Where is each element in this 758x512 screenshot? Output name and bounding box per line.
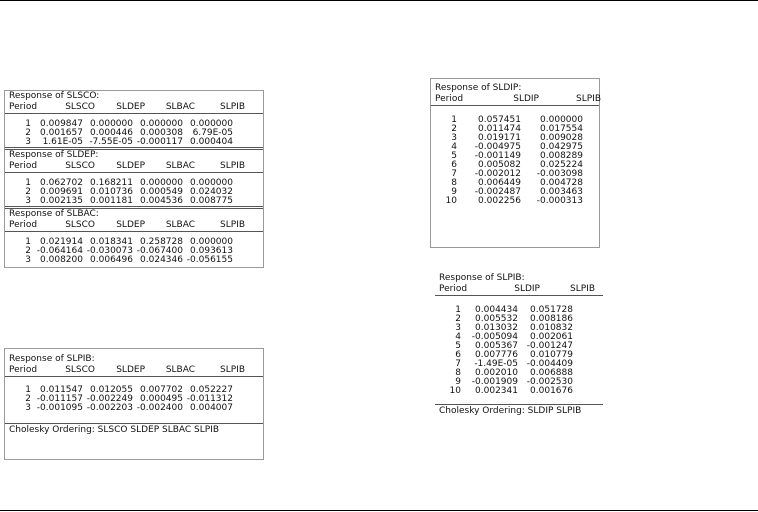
col-header: SLPIB bbox=[220, 220, 245, 230]
period-header: Period bbox=[9, 161, 38, 171]
value-cell: -0.002203 bbox=[86, 403, 133, 413]
value-cell: 0.024346 bbox=[140, 255, 183, 265]
period-cell: 2 bbox=[25, 128, 31, 138]
value-cell: 0.057451 bbox=[478, 115, 521, 125]
top-rule bbox=[0, 0, 758, 1]
value-cell: 0.002341 bbox=[475, 386, 518, 396]
value-cell: 0.000000 bbox=[140, 178, 183, 188]
value-cell: 0.008289 bbox=[540, 151, 583, 161]
value-cell: 0.000000 bbox=[190, 119, 233, 129]
value-cell: 0.010736 bbox=[90, 187, 133, 197]
value-cell: -0.002487 bbox=[474, 187, 521, 197]
col-header: SLPIB bbox=[576, 94, 601, 104]
value-cell: 0.012055 bbox=[90, 385, 133, 395]
period-cell: 10 bbox=[445, 196, 457, 206]
period-cell: 6 bbox=[451, 160, 457, 170]
value-cell: -0.011312 bbox=[186, 394, 233, 404]
value-cell: 0.003463 bbox=[540, 187, 583, 197]
value-cell: 0.006888 bbox=[530, 368, 573, 378]
impulse-response-panel-d bbox=[434, 272, 604, 440]
value-cell: 0.000495 bbox=[140, 394, 183, 404]
value-cell: 0.001181 bbox=[90, 196, 133, 206]
column-header-row bbox=[5, 220, 263, 232]
value-cell: 0.002135 bbox=[40, 196, 83, 206]
value-cell: 0.011474 bbox=[478, 124, 521, 134]
period-cell: 6 bbox=[455, 350, 461, 360]
impulse-response-panel-b bbox=[4, 348, 264, 460]
column-header-row bbox=[435, 284, 603, 296]
value-cell: 0.009028 bbox=[540, 133, 583, 143]
block-title: Response of SLSCO: bbox=[9, 91, 100, 101]
period-cell: 1 bbox=[455, 305, 461, 315]
period-cell: 10 bbox=[449, 386, 461, 396]
period-cell: 4 bbox=[455, 332, 461, 342]
col-header: SLPIB bbox=[220, 161, 245, 171]
value-cell: -0.067400 bbox=[136, 246, 183, 256]
value-cell: 0.025224 bbox=[540, 160, 583, 170]
block-title: Response of SLDEP: bbox=[9, 150, 99, 160]
col-header: SLSCO bbox=[65, 102, 95, 112]
col-header: SLDEP bbox=[116, 220, 145, 230]
value-cell: 0.024032 bbox=[190, 187, 233, 197]
value-cell: -0.000117 bbox=[136, 137, 183, 147]
impulse-response-panel-a bbox=[4, 90, 264, 268]
value-cell: 0.004434 bbox=[475, 305, 518, 315]
response-block bbox=[5, 206, 263, 265]
period-cell: 2 bbox=[25, 394, 31, 404]
table-row bbox=[5, 256, 263, 265]
table-row bbox=[5, 197, 263, 206]
value-cell: 0.005367 bbox=[475, 341, 518, 351]
period-cell: 2 bbox=[451, 124, 457, 134]
value-cell: -7.55E-05 bbox=[89, 137, 133, 147]
col-header: SLBAC bbox=[165, 102, 195, 112]
period-cell: 3 bbox=[25, 255, 31, 265]
value-cell: 0.008775 bbox=[190, 196, 233, 206]
value-cell: 0.007702 bbox=[140, 385, 183, 395]
value-cell: 0.006496 bbox=[90, 255, 133, 265]
value-cell: -0.002400 bbox=[136, 403, 183, 413]
response-block bbox=[5, 147, 263, 206]
col-header: SLPIB bbox=[220, 365, 245, 375]
value-cell: 0.018341 bbox=[90, 237, 133, 247]
value-cell: -1.49E-05 bbox=[474, 359, 518, 369]
period-cell: 1 bbox=[25, 178, 31, 188]
period-cell: 3 bbox=[25, 137, 31, 147]
value-cell: 0.000000 bbox=[90, 119, 133, 129]
value-cell: -0.004409 bbox=[526, 359, 573, 369]
value-cell: 0.005532 bbox=[475, 314, 518, 324]
value-cell: 0.008186 bbox=[530, 314, 573, 324]
period-header: Period bbox=[435, 94, 464, 104]
column-header-row bbox=[5, 161, 263, 173]
value-cell: 0.000000 bbox=[540, 115, 583, 125]
col-header: SLDIP bbox=[513, 94, 539, 104]
period-cell: 9 bbox=[455, 377, 461, 387]
period-header: Period bbox=[9, 365, 38, 375]
period-cell: 2 bbox=[455, 314, 461, 324]
value-cell: 0.007776 bbox=[475, 350, 518, 360]
col-header: SLDIP bbox=[514, 284, 540, 294]
value-cell: 0.017554 bbox=[540, 124, 583, 134]
value-cell: 0.000000 bbox=[140, 119, 183, 129]
block-title: Response of SLDIP: bbox=[435, 83, 522, 93]
value-cell: 0.002256 bbox=[478, 196, 521, 206]
value-cell: 0.004728 bbox=[540, 178, 583, 188]
column-header-row bbox=[431, 94, 599, 106]
period-cell: 1 bbox=[25, 237, 31, 247]
col-header: SLBAC bbox=[165, 220, 195, 230]
value-cell: 0.001676 bbox=[530, 386, 573, 396]
table-row bbox=[5, 138, 263, 147]
table-row bbox=[5, 404, 263, 413]
value-cell: 0.258728 bbox=[140, 237, 183, 247]
value-cell: 0.042975 bbox=[540, 142, 583, 152]
value-cell: -0.002530 bbox=[526, 377, 573, 387]
col-header: SLDEP bbox=[116, 365, 145, 375]
value-cell: 0.001657 bbox=[40, 128, 83, 138]
value-cell: 0.021914 bbox=[40, 237, 83, 247]
value-cell: -0.002012 bbox=[474, 169, 521, 179]
period-cell: 7 bbox=[451, 169, 457, 179]
value-cell: 0.010779 bbox=[530, 350, 573, 360]
value-cell: 0.009847 bbox=[40, 119, 83, 129]
value-cell: 0.002061 bbox=[530, 332, 573, 342]
period-cell: 5 bbox=[451, 151, 457, 161]
block-title: Response of SLPIB: bbox=[439, 273, 525, 283]
col-header: SLPIB bbox=[570, 284, 595, 294]
period-cell: 3 bbox=[25, 196, 31, 206]
value-cell: 0.000000 bbox=[190, 237, 233, 247]
period-cell: 1 bbox=[25, 119, 31, 129]
value-cell: -0.030073 bbox=[86, 246, 133, 256]
value-cell: -0.005094 bbox=[471, 332, 518, 342]
col-header: SLBAC bbox=[165, 365, 195, 375]
col-header: SLSCO bbox=[65, 220, 95, 230]
bottom-rule bbox=[0, 510, 758, 511]
value-cell: 0.000000 bbox=[190, 178, 233, 188]
value-cell: -0.056155 bbox=[186, 255, 233, 265]
value-cell: -0.001095 bbox=[36, 403, 83, 413]
value-cell: 6.79E-05 bbox=[192, 128, 233, 138]
cholesky-ordering-note: Cholesky Ordering: SLSCO SLDEP SLBAC SLPIB bbox=[5, 423, 263, 436]
period-cell: 9 bbox=[451, 187, 457, 197]
period-cell: 4 bbox=[451, 142, 457, 152]
value-cell: 0.093613 bbox=[190, 246, 233, 256]
value-cell: 0.013032 bbox=[475, 323, 518, 333]
column-header-row bbox=[5, 102, 263, 114]
value-cell: -0.001909 bbox=[471, 377, 518, 387]
value-cell: -0.003098 bbox=[536, 169, 583, 179]
period-cell: 3 bbox=[25, 403, 31, 413]
column-header-row bbox=[5, 365, 263, 377]
period-header: Period bbox=[439, 284, 468, 294]
block-title: Response of SLPIB: bbox=[9, 354, 95, 364]
period-cell: 5 bbox=[455, 341, 461, 351]
col-header: SLDEP bbox=[116, 161, 145, 171]
period-header: Period bbox=[9, 102, 38, 112]
value-cell: 0.051728 bbox=[530, 305, 573, 315]
value-cell: 0.052227 bbox=[190, 385, 233, 395]
impulse-response-panel-c bbox=[430, 78, 600, 248]
table-row bbox=[431, 197, 599, 206]
value-cell: 1.61E-05 bbox=[42, 137, 83, 147]
col-header: SLBAC bbox=[165, 161, 195, 171]
value-cell: -0.001247 bbox=[526, 341, 573, 351]
value-cell: 0.019171 bbox=[478, 133, 521, 143]
table-row bbox=[435, 387, 603, 396]
value-cell: -0.000313 bbox=[536, 196, 583, 206]
value-cell: -0.001149 bbox=[474, 151, 521, 161]
value-cell: 0.004536 bbox=[140, 196, 183, 206]
value-cell: 0.011547 bbox=[40, 385, 83, 395]
response-block bbox=[5, 91, 263, 147]
value-cell: -0.004975 bbox=[474, 142, 521, 152]
value-cell: 0.010832 bbox=[530, 323, 573, 333]
period-cell: 1 bbox=[451, 115, 457, 125]
value-cell: 0.000446 bbox=[90, 128, 133, 138]
value-cell: 0.168211 bbox=[90, 178, 133, 188]
period-header: Period bbox=[9, 220, 38, 230]
value-cell: -0.064164 bbox=[36, 246, 83, 256]
period-cell: 1 bbox=[25, 385, 31, 395]
period-cell: 8 bbox=[455, 368, 461, 378]
period-cell: 3 bbox=[451, 133, 457, 143]
col-header: SLSCO bbox=[65, 365, 95, 375]
block-title: Response of SLBAC: bbox=[9, 209, 99, 219]
value-cell: -0.011157 bbox=[36, 394, 83, 404]
value-cell: 0.062702 bbox=[40, 178, 83, 188]
value-cell: 0.000308 bbox=[140, 128, 183, 138]
value-cell: 0.005082 bbox=[478, 160, 521, 170]
col-header: SLDEP bbox=[116, 102, 145, 112]
value-cell: 0.009691 bbox=[40, 187, 83, 197]
col-header: SLPIB bbox=[220, 102, 245, 112]
period-cell: 2 bbox=[25, 187, 31, 197]
value-cell: 0.006449 bbox=[478, 178, 521, 188]
col-header: SLSCO bbox=[65, 161, 95, 171]
value-cell: 0.008200 bbox=[40, 255, 83, 265]
period-cell: 7 bbox=[455, 359, 461, 369]
cholesky-ordering-note: Cholesky Ordering: SLDIP SLPIB bbox=[435, 404, 603, 417]
period-cell: 2 bbox=[25, 246, 31, 256]
value-cell: 0.000549 bbox=[140, 187, 183, 197]
value-cell: 0.000404 bbox=[190, 137, 233, 147]
value-cell: 0.004007 bbox=[190, 403, 233, 413]
value-cell: -0.002249 bbox=[86, 394, 133, 404]
period-cell: 3 bbox=[455, 323, 461, 333]
value-cell: 0.002010 bbox=[475, 368, 518, 378]
period-cell: 8 bbox=[451, 178, 457, 188]
